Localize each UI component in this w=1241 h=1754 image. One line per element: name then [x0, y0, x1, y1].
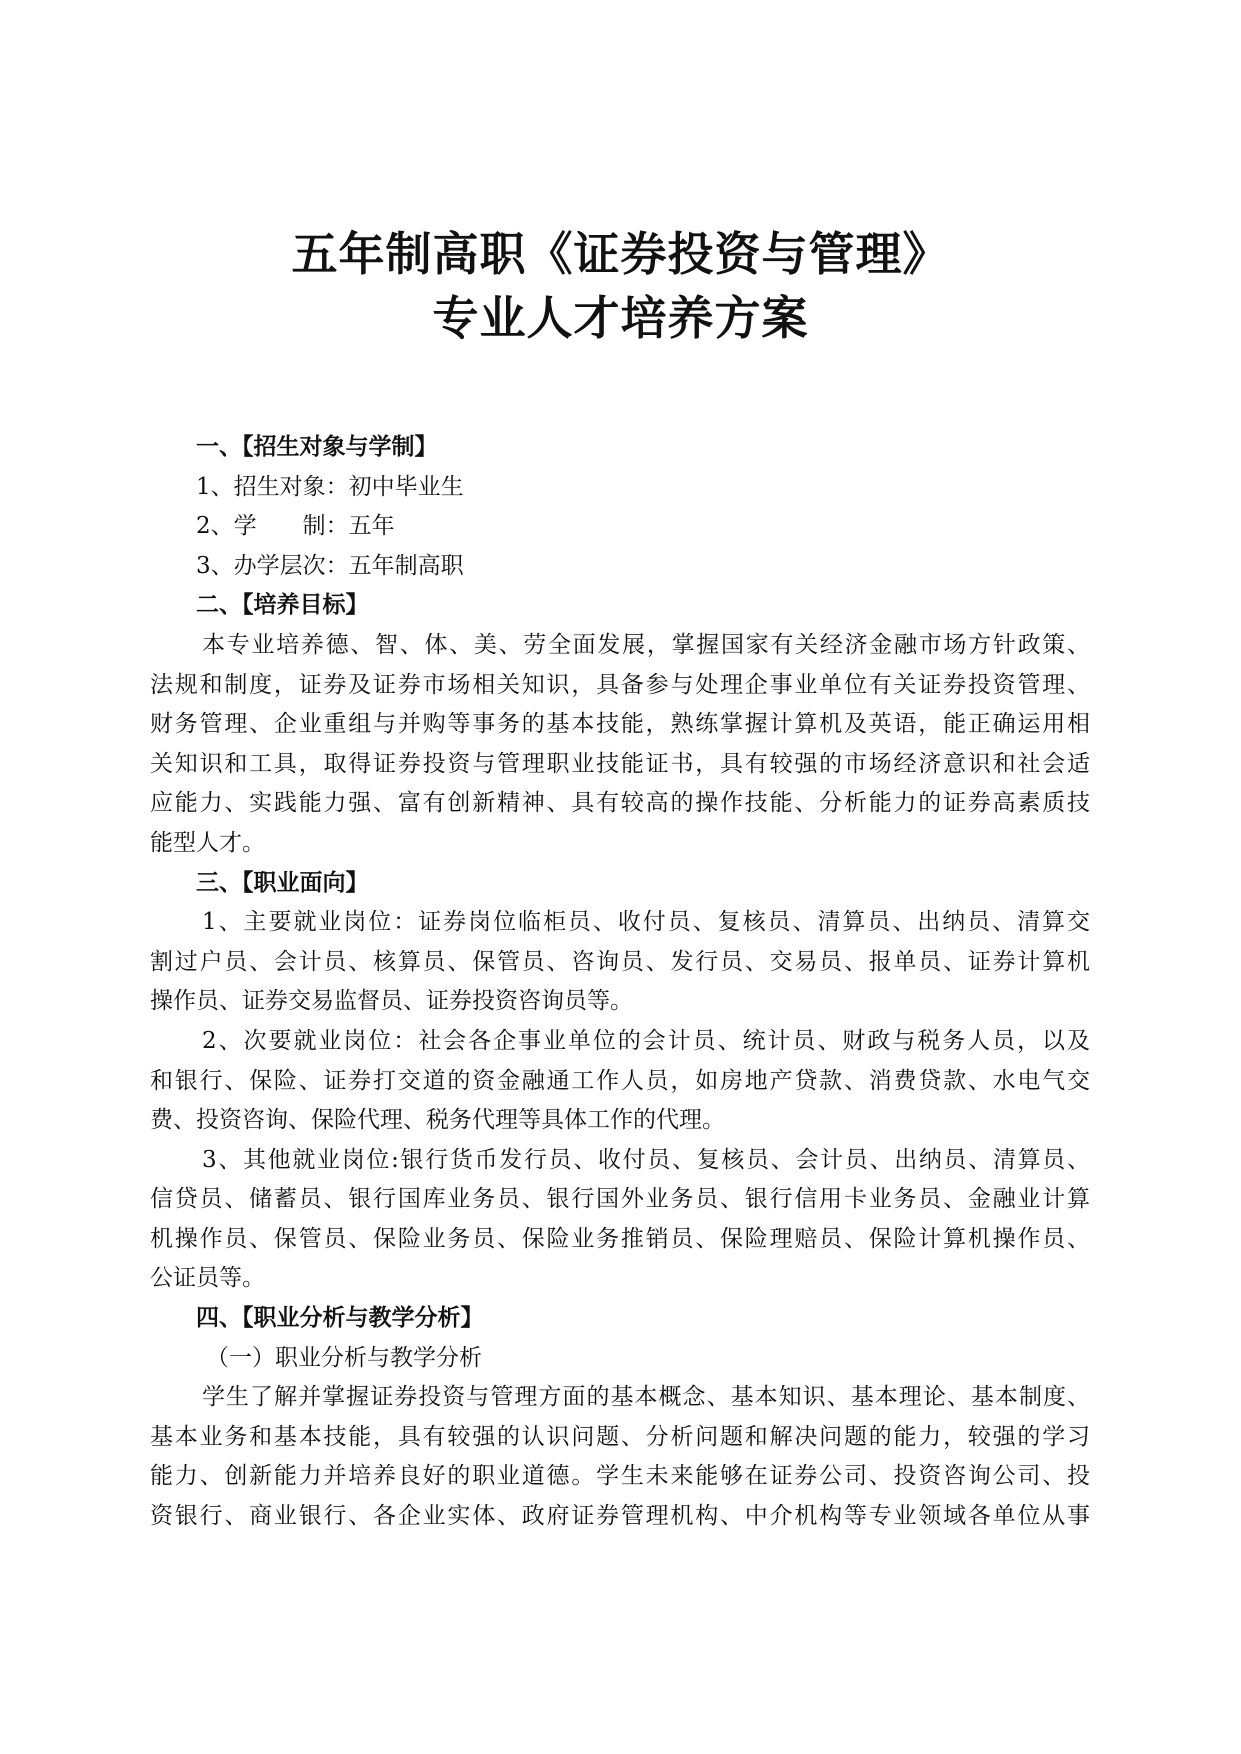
analysis-line: 基本业务和基本技能，具有较强的认识问题、分析问题和解决问题的能力，较强的学习 — [150, 1423, 1090, 1450]
objective-line: 本专业培养德、智、体、美、劳全面发展，掌握国家有关经济金融市场方针政策、 — [202, 631, 1090, 658]
enrollment-target: 1、招生对象：初中毕业生 — [196, 473, 464, 500]
enrollment-duration: 2、学 制：五年 — [196, 513, 395, 540]
objective-line: 关知识和工具，取得证券投资与管理职业技能证书，具有较强的市场经济意识和社会适 — [150, 750, 1090, 777]
objective-line: 财务管理、企业重组与并购等事务的基本技能，熟练掌握计算机及英语，能正确运用相 — [150, 711, 1090, 738]
subsection-heading-analysis: （一）职业分析与教学分析 — [206, 1344, 482, 1371]
career-other-line: 机操作员、保管员、保险业务员、保险业务推销员、保险理赔员、保险计算机操作员、 — [150, 1225, 1090, 1252]
career-secondary-line: 2、次要就业岗位：社会各企事业单位的会计员、统计员、财政与税务人员，以及 — [202, 1027, 1090, 1054]
career-other-line: 信贷员、储蓄员、银行国库业务员、银行国外业务员、银行信用卡业务员、金融业计算 — [150, 1186, 1090, 1213]
section-heading-career: 三、【职业面向】 — [196, 869, 369, 896]
section-heading-objective: 二、【培养目标】 — [196, 592, 369, 619]
objective-line: 应能力、实践能力强、富有创新精神、具有较高的操作技能、分析能力的证券高素质技 — [150, 790, 1090, 817]
analysis-line: 学生了解并掌握证券投资与管理方面的基本概念、基本知识、基本理论、基本制度、 — [202, 1384, 1090, 1411]
career-primary-line: 割过户员、会计员、核算员、保管员、咨询员、发行员、交易员、报单员、证券计算机 — [150, 948, 1090, 975]
document-body — [150, 428, 1090, 1537]
analysis-line: 资银行、商业银行、各企业实体、政府证券管理机构、中介机构等专业领域各单位从事 — [150, 1503, 1090, 1530]
document-title-line-1: 五年制高职《证券投资与管理》 — [291, 227, 950, 281]
objective-line: 法规和制度，证券及证券市场相关知识，具备参与处理企事业单位有关证券投资管理、 — [150, 671, 1090, 698]
career-primary-line: 操作员、证券交易监督员、证券投资咨询员等。 — [150, 988, 633, 1015]
objective-line: 能型人才。 — [150, 829, 265, 856]
enrollment-level: 3、办学层次：五年制高职 — [196, 552, 464, 579]
career-secondary-line: 费、投资咨询、保险代理、税务代理等具体工作的代理。 — [150, 1107, 725, 1134]
document-title-line-2: 专业人才培养方案 — [432, 291, 809, 345]
section-heading-enrollment: 一、【招生对象与学制】 — [196, 434, 438, 460]
career-other-line: 公证员等。 — [150, 1265, 265, 1292]
career-other-line: 3、其他就业岗位:银行货币发行员、收付员、复核员、会计员、出纳员、清算员、 — [202, 1146, 1090, 1173]
analysis-line: 能力、创新能力并培养良好的职业道德。学生未来能够在证券公司、投资咨询公司、投 — [150, 1463, 1090, 1490]
career-secondary-line: 和银行、保险、证券打交道的资金融通工作人员，如房地产贷款、消费贷款、水电气交 — [150, 1067, 1090, 1094]
career-primary-line: 1、主要就业岗位：证券岗位临柜员、收付员、复核员、清算员、出纳员、清算交 — [202, 909, 1090, 936]
section-heading-analysis: 四、【职业分析与教学分析】 — [196, 1305, 484, 1332]
